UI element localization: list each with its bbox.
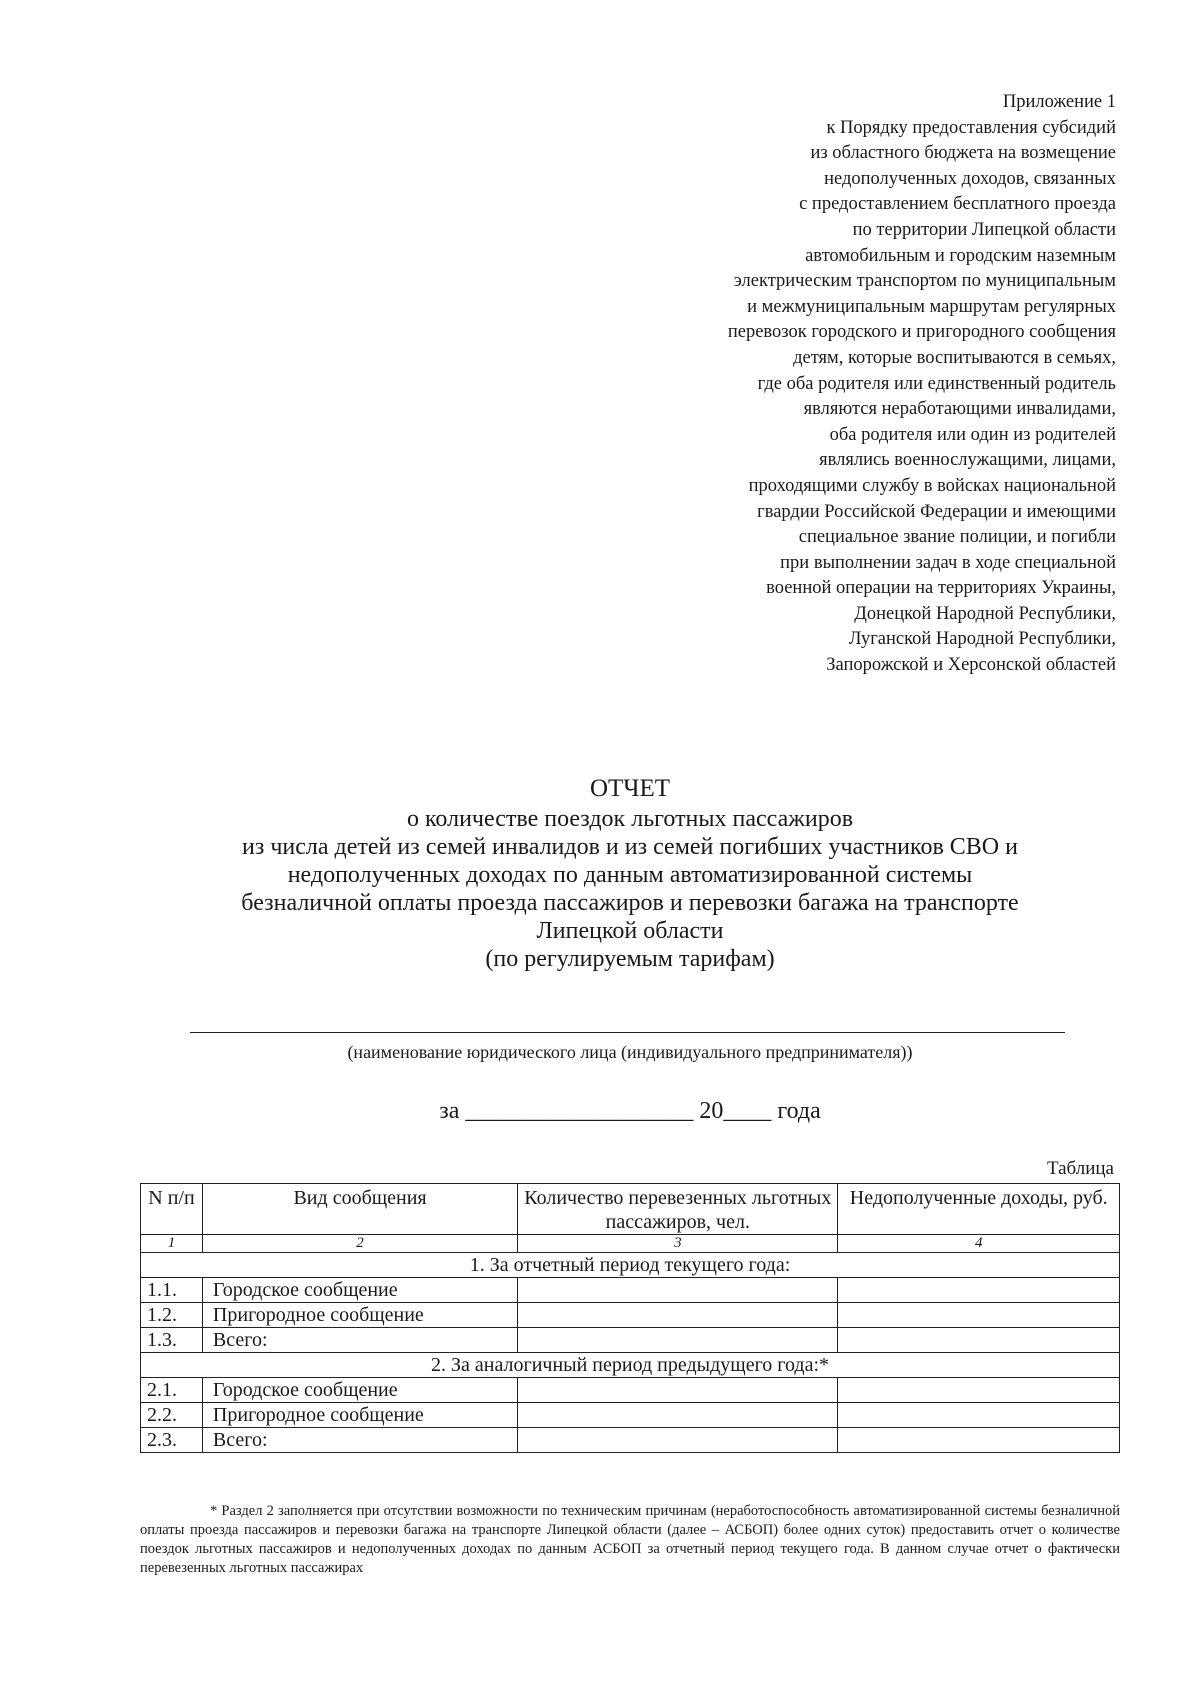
header-kind: Вид сообщения xyxy=(202,1184,517,1235)
passengers-cell[interactable] xyxy=(518,1278,838,1303)
table-row xyxy=(141,1328,1120,1353)
report-subtitle-line: безналичной оплаты проезда пассажиров и перевозки багажа на транспорте xyxy=(241,890,1019,916)
section-row xyxy=(141,1353,1120,1378)
row-number: 1.3. xyxy=(141,1328,203,1353)
table-row xyxy=(141,1278,1120,1303)
passengers-cell[interactable] xyxy=(518,1428,838,1453)
appendix-block xyxy=(560,90,1116,679)
period-field[interactable]: за ___________________ 20____ года xyxy=(439,1098,821,1124)
row-kind: Пригородное сообщение xyxy=(202,1303,517,1328)
row-number: 2.1. xyxy=(141,1378,203,1403)
appendix-line: проходящими службу в войсках национальной xyxy=(748,475,1116,496)
passengers-cell[interactable] xyxy=(518,1328,838,1353)
table-row xyxy=(141,1428,1120,1453)
appendix-line: Запорожской и Херсонской областей xyxy=(826,655,1116,676)
income-cell[interactable] xyxy=(838,1428,1120,1453)
footnote xyxy=(140,1502,1120,1578)
passengers-cell[interactable] xyxy=(518,1378,838,1403)
income-cell[interactable] xyxy=(838,1403,1120,1428)
footnote-text: * Раздел 2 заполняется при отсутствии возможности по техническим причинам (неработоспособность автоматизированной системы безналичной оплаты проезда пассажиров и перевозки багажа на транспорте Липецкой области (далее – АСБОП) более одних суток) предоставить отчет о количестве поездок льготных пассажиров и недополученных доходах по данным АСБОП за отчетный период текущего года. В данном случае отчет о фактически перевезенных льготных пассажирах xyxy=(140,1503,1120,1576)
section-title: 1. За отчетный период текущего года: xyxy=(141,1253,1120,1278)
appendix-line: электрическим транспортом по муниципальным xyxy=(733,271,1116,292)
appendix-line: по территории Липецкой области xyxy=(852,219,1116,240)
header-income: Недополученные доходы, руб. xyxy=(838,1184,1120,1235)
report-title-block xyxy=(120,775,1140,973)
income-cell[interactable] xyxy=(838,1303,1120,1328)
appendix-line: к Порядку предоставления субсидий xyxy=(826,117,1116,138)
income-cell[interactable] xyxy=(838,1378,1120,1403)
column-number: 2 xyxy=(202,1235,517,1253)
row-number: 1.2. xyxy=(141,1303,203,1328)
row-kind: Городское сообщение xyxy=(202,1278,517,1303)
row-number: 2.3. xyxy=(141,1428,203,1453)
section-title: 2. За аналогичный период предыдущего года:* xyxy=(141,1353,1120,1378)
header-num: N п/п xyxy=(141,1184,203,1235)
appendix-line: детям, которые воспитываются в семьях, xyxy=(793,347,1116,368)
income-cell[interactable] xyxy=(838,1278,1120,1303)
column-number: 3 xyxy=(518,1235,838,1253)
row-kind: Городское сообщение xyxy=(202,1378,517,1403)
passengers-cell[interactable] xyxy=(518,1403,838,1428)
appendix-line: Приложение 1 xyxy=(1002,92,1116,112)
header-passengers: Количество перевезенных льготных пассажиров, чел. xyxy=(518,1184,838,1235)
report-subtitle-line: о количестве поездок льготных пассажиров xyxy=(406,806,854,832)
appendix-line: перевозок городского и пригородного сообщения xyxy=(727,322,1116,343)
column-number-row xyxy=(141,1235,1120,1253)
appendix-line: гвардии Российской Федерации и имеющими xyxy=(757,501,1116,522)
passengers-cell[interactable] xyxy=(518,1303,838,1328)
table-header-row xyxy=(141,1184,1120,1235)
income-cell[interactable] xyxy=(838,1328,1120,1353)
appendix-line: специальное звание полиции, и погибли xyxy=(798,527,1116,548)
report-subtitle-line: недополученных доходах по данным автоматизированной системы xyxy=(287,862,973,888)
row-number: 2.2. xyxy=(141,1403,203,1428)
appendix-line: военной операции на территориях Украины, xyxy=(766,578,1116,599)
report-subtitle-line: из числа детей из семей инвалидов и из семей погибших участников СВО и xyxy=(242,834,1018,860)
column-number: 4 xyxy=(838,1235,1120,1253)
column-number: 1 xyxy=(141,1235,203,1253)
table-row xyxy=(141,1378,1120,1403)
appendix-line: Донецкой Народной Республики, xyxy=(854,603,1116,624)
report-subtitle-line: Липецкой области xyxy=(536,918,724,944)
row-number: 1.1. xyxy=(141,1278,203,1303)
appendix-line: оба родителя или один из родителей xyxy=(829,424,1116,445)
appendix-line: при выполнении задач в ходе специальной xyxy=(780,552,1116,573)
appendix-line: Луганской Народной Республики, xyxy=(848,629,1116,650)
appendix-line: из областного бюджета на возмещение xyxy=(810,143,1116,164)
entity-name-field[interactable] xyxy=(190,1032,1065,1033)
table-row xyxy=(141,1403,1120,1428)
appendix-line: являются неработающими инвалидами, xyxy=(803,399,1116,420)
report-title: ОТЧЕТ xyxy=(589,775,671,802)
table-row xyxy=(141,1303,1120,1328)
row-kind: Всего: xyxy=(202,1328,517,1353)
report-subtitle-line: (по регулируемым тарифам) xyxy=(485,946,775,972)
table-label: Таблица xyxy=(1046,1158,1114,1179)
appendix-line: и межмуниципальным маршрутам регулярных xyxy=(747,296,1116,317)
appendix-line: автомобильным и городским наземным xyxy=(805,245,1116,266)
section-row xyxy=(141,1253,1120,1278)
row-kind: Всего: xyxy=(202,1428,517,1453)
appendix-line: являлись военнослужащими, лицами, xyxy=(819,450,1116,471)
entity-caption: (наименование юридического лица (индивидуального предпринимателя)) xyxy=(347,1042,913,1062)
appendix-line: недополученных доходов, связанных xyxy=(824,168,1116,189)
report-table xyxy=(140,1183,1120,1453)
appendix-line: где оба родителя или единственный родитель xyxy=(757,373,1116,394)
appendix-line: с предоставлением бесплатного проезда xyxy=(799,194,1116,215)
row-kind: Пригородное сообщение xyxy=(202,1403,517,1428)
